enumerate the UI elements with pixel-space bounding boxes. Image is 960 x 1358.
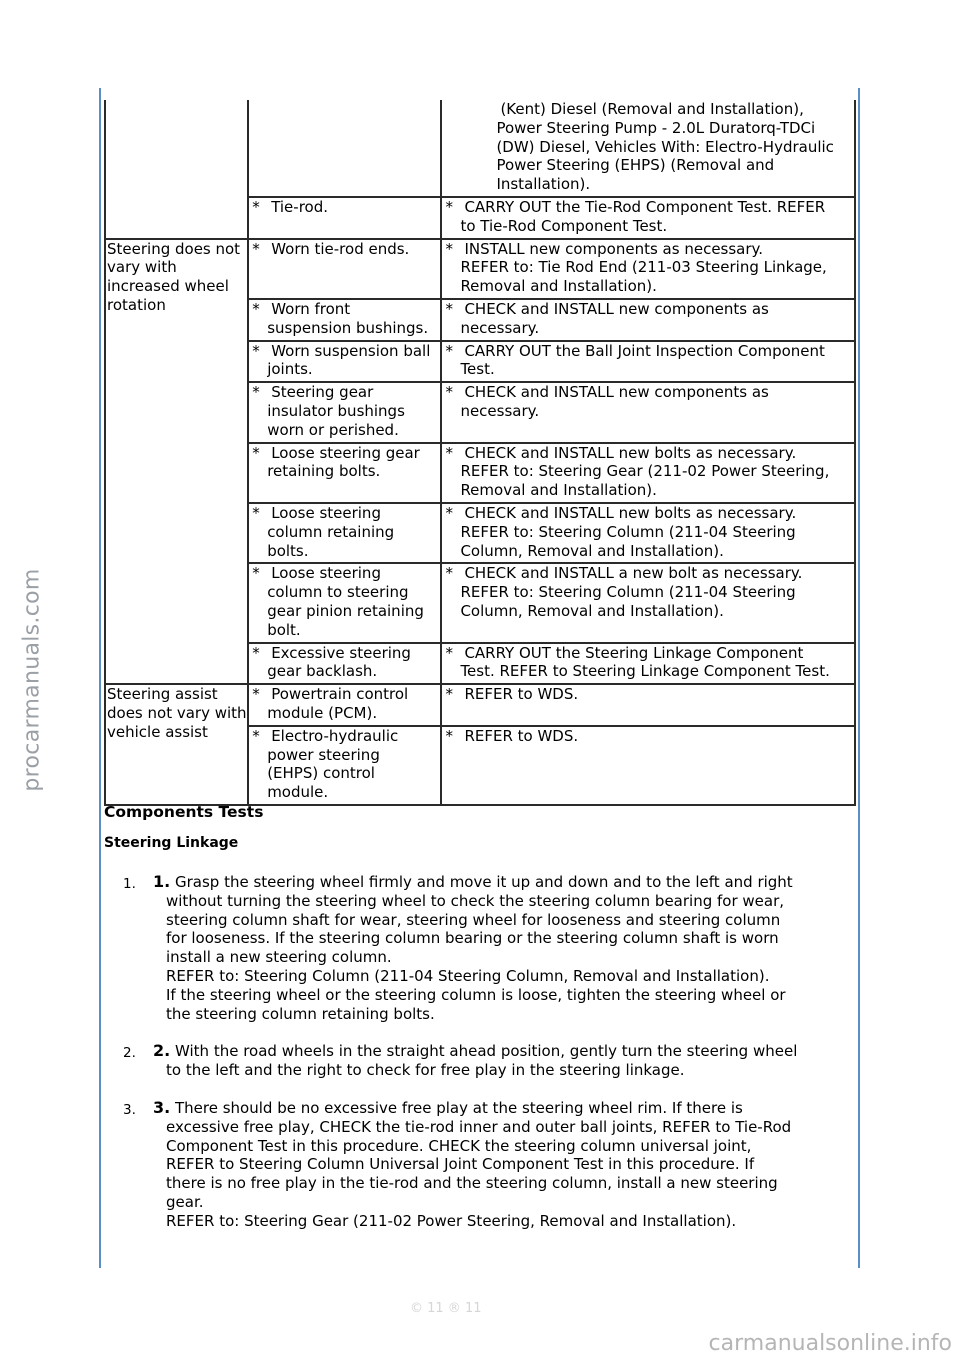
bullet-star: *: [445, 685, 453, 704]
text-line: gear backlash.: [267, 662, 378, 681]
text-line: module.: [267, 783, 329, 802]
section-title: Components Tests: [104, 803, 264, 821]
text-line: necessary.: [460, 318, 540, 337]
steps-list: [104, 873, 856, 1250]
text-line: Loose steering: [271, 503, 381, 522]
condition-text: Steering assist does not vary with vehicle assist: [107, 685, 247, 741]
text-line: Loose steering: [271, 564, 381, 583]
page-number: © 11 ® 11: [410, 1301, 482, 1316]
bullet-star: *: [252, 643, 260, 662]
text-line: Power Steering (EHPS) (Removal and: [496, 156, 775, 175]
text-line: insulator bushings: [267, 401, 405, 420]
action-text: [464, 685, 854, 704]
step-text: With the road wheels in the straight ahead position, gently turn the steering wheel: [175, 1042, 798, 1061]
text-line: Test. REFER to Steering Linkage Component Test.: [460, 662, 830, 681]
text-line: worn or perished.: [267, 420, 399, 439]
action-cell: [441, 197, 855, 239]
text-line: bolt.: [267, 620, 301, 639]
text-line: Test.: [460, 360, 495, 379]
text-line: column to steering: [267, 583, 409, 602]
cause-cell: [248, 239, 441, 299]
table-row: [105, 239, 855, 299]
bullet-star: *: [445, 299, 453, 318]
bullet-star: *: [252, 239, 260, 258]
text-line: REFER to: Tie Rod End (211-03 Steering Linkage,: [460, 258, 827, 277]
action-cell: [441, 643, 855, 685]
text-line: necessary.: [460, 401, 540, 420]
step-text-line: there is no free play in the tie-rod and the steering column, install a new steering: [166, 1174, 778, 1193]
step-text-line: the steering column retaining bolts.: [166, 1004, 435, 1023]
text-line: Excessive steering: [271, 643, 411, 662]
text-line: column retaining: [267, 522, 395, 541]
text-line: suspension bushings.: [267, 318, 429, 337]
step-number: 2.: [123, 1045, 136, 1062]
step-item: [104, 1099, 856, 1231]
action-text: [464, 727, 854, 746]
action-text: [460, 564, 854, 620]
action-cell: [441, 299, 855, 341]
table-row: [105, 100, 855, 197]
action-cell: [441, 684, 855, 726]
action-text: [460, 643, 854, 682]
text-line: REFER to: Steering Gear (211-02 Power Steering,: [460, 462, 830, 481]
cause-text: [267, 299, 440, 338]
text-line: Tie-rod.: [271, 197, 329, 216]
cause-text: [267, 341, 440, 380]
bullet-star: *: [445, 564, 453, 583]
cause-cell: [248, 563, 441, 642]
text-line: power steering: [267, 745, 380, 764]
step-body: [153, 1042, 856, 1080]
text-line: Power Steering Pump - 2.0L Duratorq-TDCi: [496, 118, 816, 137]
text-line: joints.: [267, 360, 313, 379]
text-line: Powertrain control: [271, 685, 409, 704]
text-line: REFER to: Steering Column (211-04 Steering: [460, 522, 796, 541]
text-line: CHECK and INSTALL new components as: [464, 299, 769, 318]
text-line: (EHPS) control: [267, 764, 375, 783]
action-text: [460, 341, 854, 380]
step-item: [104, 1042, 856, 1080]
text-line: Worn front: [271, 299, 351, 318]
cause-text: [267, 726, 440, 802]
bullet-star: *: [445, 197, 453, 216]
cause-text: [267, 443, 440, 482]
step-text-line: for looseness. If the steering column bearing or the steering column shaft is worn: [166, 929, 779, 948]
cause-cell: [248, 299, 441, 341]
bullet-star: *: [252, 383, 260, 402]
action-cell: [441, 239, 855, 299]
action-text: [460, 503, 854, 560]
text-line: Removal and Installation).: [460, 481, 657, 500]
step-text-line: install a new steering column.: [166, 948, 392, 967]
side-watermark: procarmanuals.com: [19, 568, 45, 792]
action-text: [460, 443, 854, 500]
page-margin-line-left: [99, 88, 101, 1268]
cause-text: [267, 643, 440, 682]
condition-cell: [105, 100, 248, 239]
step-body: [153, 1099, 856, 1231]
text-line: Removal and Installation).: [460, 277, 657, 296]
cause-cell: [248, 503, 441, 563]
action-text: [496, 100, 854, 194]
cause-text: [271, 198, 440, 217]
text-line: Column, Removal and Installation).: [460, 541, 724, 560]
step-text-line: steering column shaft for wear, steering wheel for looseness and steering column: [166, 910, 781, 929]
subsection-title: Steering Linkage: [104, 835, 239, 851]
step-text-line: to the left and the right to check for free play in the steering linkage.: [166, 1061, 685, 1080]
cause-cell: [248, 443, 441, 503]
bullet-star: *: [252, 299, 260, 318]
bullet-star: *: [445, 383, 453, 402]
step-first-line: [153, 1099, 856, 1118]
cause-text: [271, 240, 440, 259]
text-line: INSTALL new components as necessary.: [464, 239, 764, 258]
text-line: CARRY OUT the Tie-Rod Component Test. REFER: [464, 197, 826, 216]
bullet-star: [442, 100, 500, 194]
step-first-line: [153, 1042, 856, 1061]
step-bold-number: 3.: [153, 1097, 171, 1117]
cause-cell: [248, 382, 441, 442]
text-line: CARRY OUT the Steering Linkage Component: [464, 643, 804, 662]
bullet-star: *: [445, 503, 453, 522]
text-line: gear pinion retaining: [267, 601, 424, 620]
cause-cell: [248, 197, 441, 239]
step-text-line: REFER to: Steering Gear (211-02 Power Steering, Removal and Installation).: [166, 1211, 737, 1230]
step-number: 3.: [123, 1101, 136, 1118]
text-line: retaining bolts.: [267, 462, 381, 481]
cause-text: [267, 503, 440, 560]
bullet-star: *: [252, 564, 260, 583]
cause-text: [267, 685, 440, 723]
action-cell: [441, 503, 855, 563]
step-text-line: excessive free play, CHECK the tie-rod inner and outer ball joints, REFER to Tie-Rod: [166, 1117, 792, 1136]
action-text: [460, 197, 854, 236]
text-line: CHECK and INSTALL new components as: [464, 383, 769, 402]
condition-text: Steering does not vary with increased wheel rotation: [107, 239, 241, 314]
cause-cell: [248, 643, 441, 685]
cause-cell: [248, 341, 441, 383]
text-line: (DW) Diesel, Vehicles With: Electro-Hydraulic: [496, 137, 834, 156]
text-line: Worn tie-rod ends.: [271, 239, 410, 258]
action-cell: [441, 382, 855, 442]
step-text-line: REFER to: Steering Column (211-04 Steering Column, Removal and Installation).: [166, 966, 770, 985]
action-cell: [441, 100, 855, 197]
step-text: There should be no excessive free play at the steering wheel rim. If there is: [175, 1098, 743, 1117]
step-text-line: Component Test in this procedure. CHECK the steering column universal joint,: [166, 1136, 752, 1155]
bullet-star: *: [252, 503, 260, 522]
cause-cell: [248, 684, 441, 726]
condition-cell: [105, 239, 248, 685]
bullet-star: *: [252, 197, 260, 216]
step-text-line: gear.: [166, 1192, 204, 1211]
bullet-star: *: [445, 239, 453, 258]
text-line: module (PCM).: [267, 703, 378, 722]
step-body: [153, 873, 856, 1023]
bullet-star: *: [445, 726, 453, 745]
page-margin-line-right: [858, 88, 860, 1268]
action-cell: [441, 726, 855, 805]
cause-cell: [248, 100, 441, 197]
condition-cell: [105, 684, 248, 805]
diagnosis-table: [104, 100, 856, 806]
text-line: CHECK and INSTALL a new bolt as necessary.: [464, 564, 803, 583]
bullet-star: *: [445, 643, 453, 662]
step-bold-number: 1.: [153, 872, 171, 891]
text-line: bolts.: [267, 541, 309, 560]
text-line: Electro-hydraulic: [271, 726, 399, 745]
cause-cell: [248, 726, 441, 805]
step-text-line: without turning the steering wheel to check the steering column bearing for wear,: [166, 891, 785, 910]
action-text: [460, 239, 854, 296]
bullet-star: *: [252, 443, 260, 462]
text-line: REFER to WDS.: [464, 726, 579, 745]
step-text-line: REFER to Steering Column Universal Joint Component Test in this procedure. If: [166, 1155, 755, 1174]
action-text: [460, 383, 854, 421]
action-cell: [441, 341, 855, 383]
bottom-watermark: carmanualsonline.info: [708, 1331, 952, 1357]
text-line: (Kent) Diesel (Removal and Installation),: [500, 100, 804, 118]
bullet-star: *: [445, 443, 453, 462]
text-line: CARRY OUT the Ball Joint Inspection Component: [464, 341, 825, 360]
text-line: Installation).: [496, 175, 591, 194]
cause-text: [267, 564, 440, 639]
bullet-star: *: [252, 341, 260, 360]
text-line: REFER to WDS.: [464, 685, 579, 704]
text-line: Column, Removal and Installation).: [460, 601, 724, 620]
bullet-star: *: [445, 341, 453, 360]
action-cell: [441, 443, 855, 503]
bullet-star: *: [252, 726, 260, 745]
text-line: Steering gear: [271, 383, 374, 402]
step-number: 1.: [123, 876, 136, 892]
step-text-line: If the steering wheel or the steering column is loose, tighten the steering wheel or: [166, 985, 786, 1004]
text-line: Loose steering gear: [271, 443, 420, 462]
text-line: CHECK and INSTALL new bolts as necessary.: [464, 503, 797, 522]
text-line: Worn suspension ball: [271, 341, 431, 360]
action-cell: [441, 563, 855, 642]
text-line: CHECK and INSTALL new bolts as necessary.: [464, 443, 797, 462]
table-row: [105, 684, 855, 726]
text-line: REFER to: Steering Column (211-04 Steering: [460, 583, 796, 602]
text-line: to Tie-Rod Component Test.: [460, 216, 668, 235]
step-bold-number: 2.: [153, 1041, 171, 1061]
step-first-line: [153, 873, 856, 892]
bullet-star: *: [252, 685, 260, 704]
step-text: Grasp the steering wheel firmly and move it up and down and to the left and right: [175, 873, 793, 891]
step-item: [104, 873, 856, 1023]
cause-text: [267, 383, 440, 439]
action-text: [460, 299, 854, 338]
